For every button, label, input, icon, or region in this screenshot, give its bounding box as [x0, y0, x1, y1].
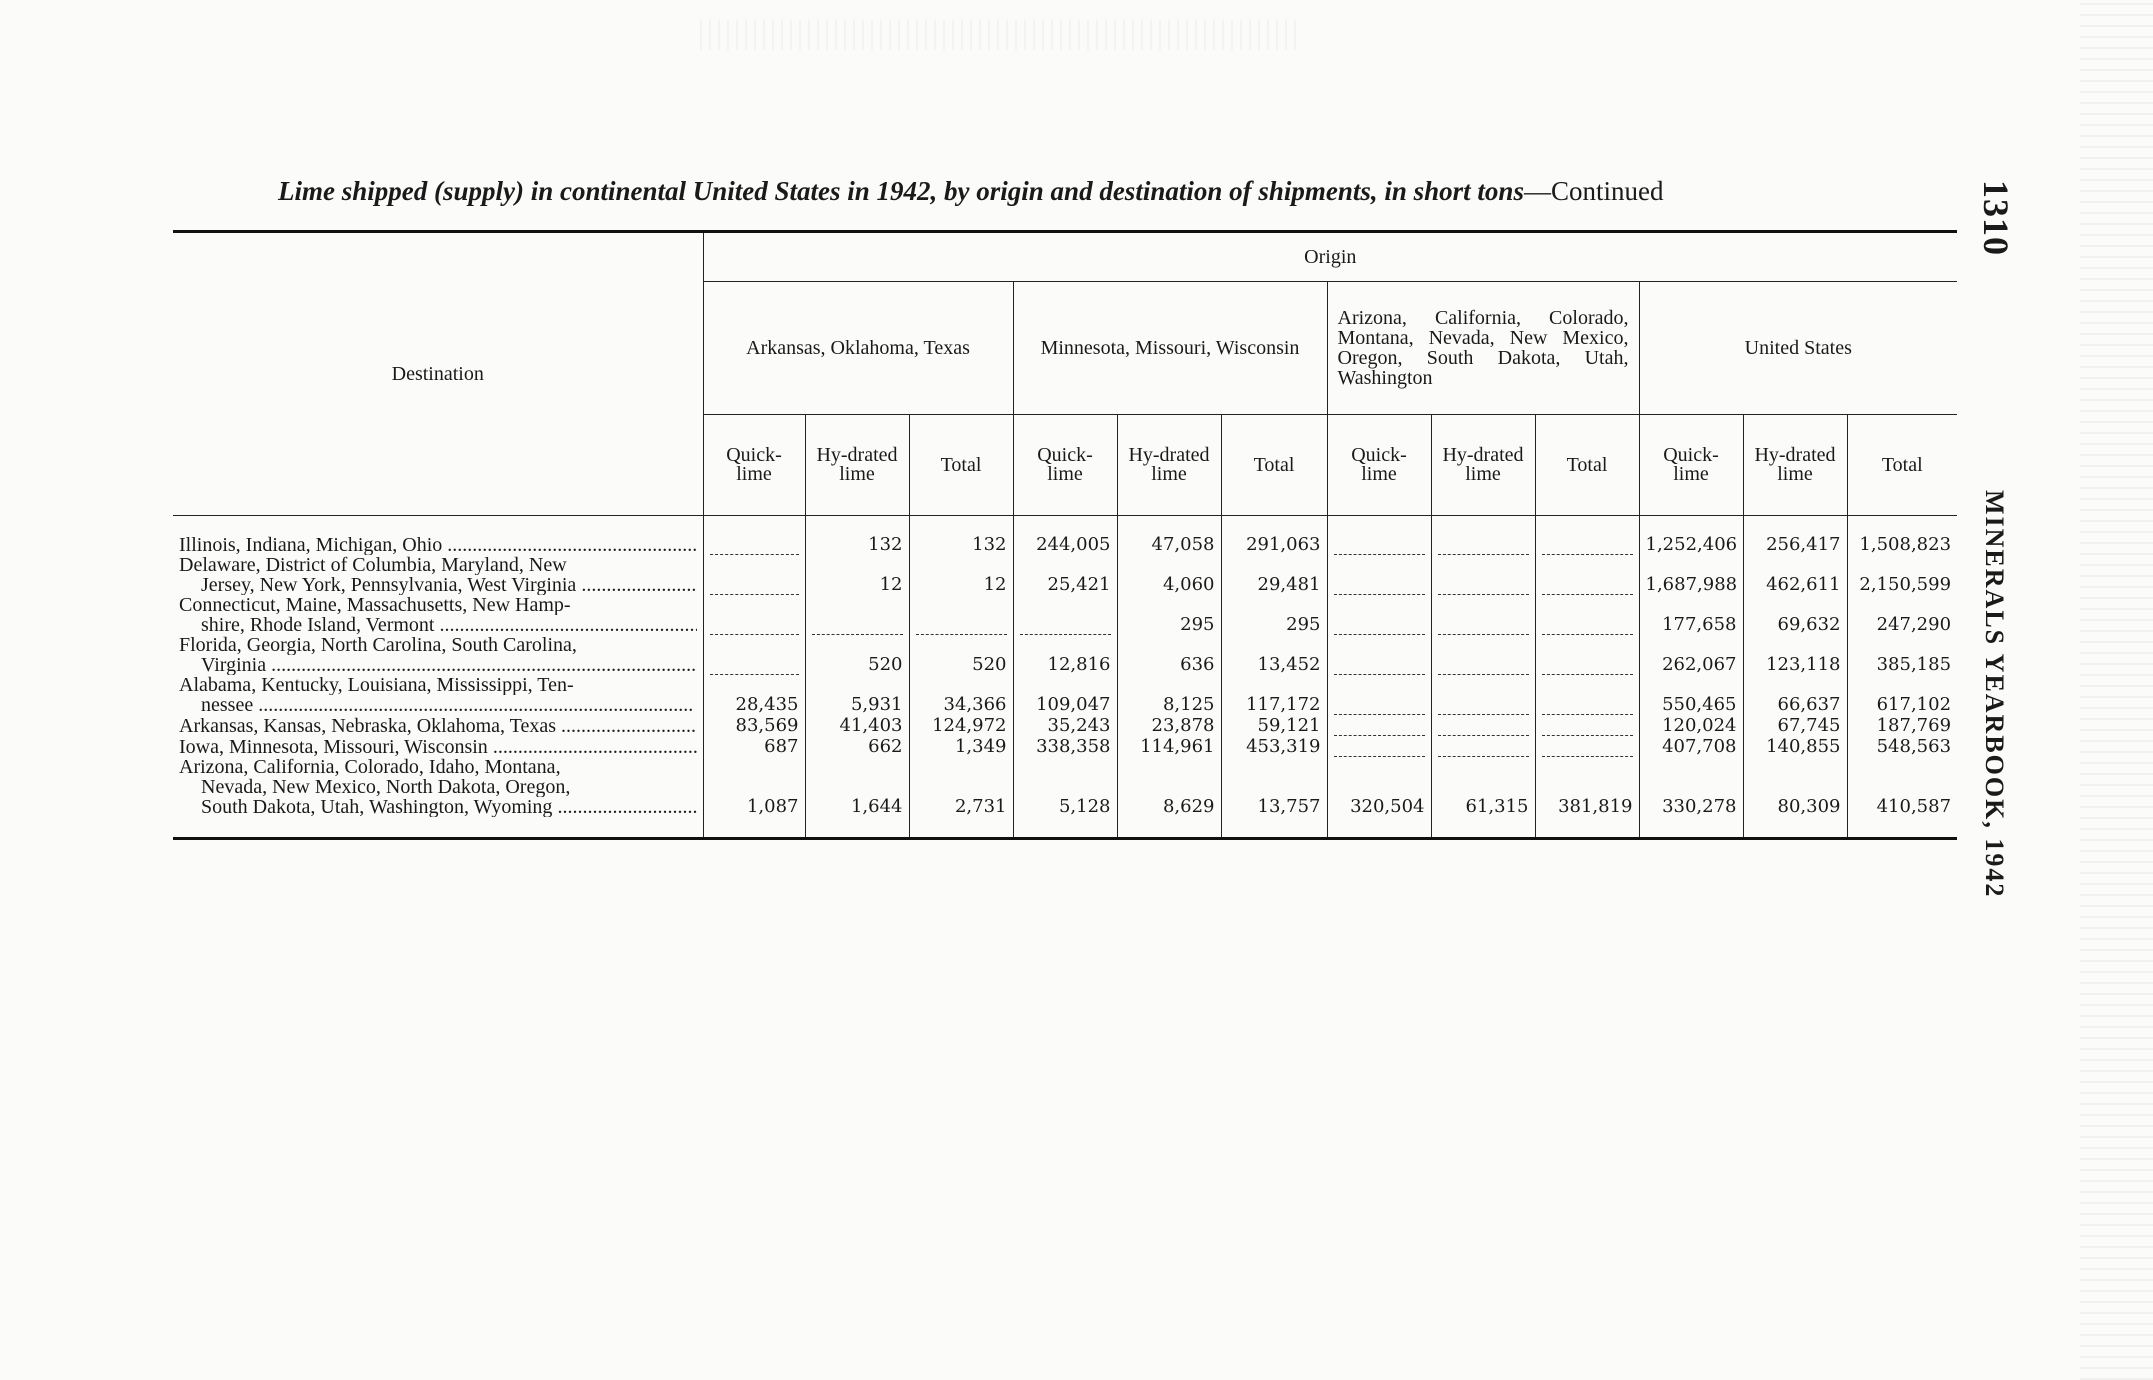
- value-cell: [805, 675, 909, 715]
- blank-leader: [1542, 715, 1633, 736]
- value-cell: [703, 736, 805, 757]
- value-cell: [1013, 715, 1117, 736]
- value-text: 12,816: [1047, 654, 1111, 675]
- blank-leader: [1438, 614, 1529, 635]
- table-row: [173, 715, 1957, 736]
- value-text: 520: [868, 654, 903, 675]
- value-cell: [1431, 757, 1535, 817]
- col-header-hydrated-lime: Hy-drated lime: [805, 415, 909, 516]
- col-header-quicklime: Quick-lime: [703, 415, 805, 516]
- origin-header: Origin: [703, 232, 1957, 282]
- value-text: 28,435: [735, 694, 799, 715]
- blank-leader: [1438, 534, 1529, 555]
- value-cell: [1117, 757, 1221, 817]
- value-cell: [1327, 675, 1431, 715]
- value-cell: [1431, 675, 1535, 715]
- destination-line: Jersey, New York, Pennsylvania, West Virginia .....: [179, 575, 697, 595]
- value-text: 1,087: [746, 796, 799, 817]
- value-text: 12: [879, 574, 903, 595]
- table-row: [173, 757, 1957, 817]
- value-cell: [805, 715, 909, 736]
- value-text: 256,417: [1766, 534, 1841, 555]
- destination-line: Arkansas, Kansas, Nebraska, Oklahoma, Texas .....: [179, 716, 697, 736]
- value-cell: [1221, 715, 1327, 736]
- value-cell: [1743, 595, 1847, 635]
- value-cell: [1743, 715, 1847, 736]
- running-head: MINERALS YEARBOOK, 1942: [1980, 490, 2009, 899]
- col-header-hydrated-lime: Hy-drated lime: [1431, 415, 1535, 516]
- value-text: 520: [972, 654, 1007, 675]
- bottom-rule-row: [173, 817, 1957, 839]
- value-text: 8,125: [1162, 694, 1215, 715]
- value-cell: [909, 736, 1013, 757]
- value-text: 83,569: [735, 715, 799, 736]
- group-header-united-states: United States: [1639, 282, 1957, 415]
- blank-leader: [1542, 736, 1633, 757]
- col-header-quicklime: Quick-lime: [1639, 415, 1743, 516]
- destination-line: nessee .....: [179, 695, 697, 715]
- table-row: [173, 635, 1957, 675]
- blank-leader: [1542, 654, 1633, 675]
- value-cell: [909, 635, 1013, 675]
- value-text: 12: [983, 574, 1007, 595]
- value-cell: [1221, 555, 1327, 595]
- value-cell: [703, 555, 805, 595]
- table-row: [173, 736, 1957, 757]
- blank-leader: [1334, 694, 1425, 715]
- value-text: 244,005: [1036, 534, 1111, 555]
- value-text: 453,319: [1246, 736, 1321, 757]
- value-cell: [1117, 635, 1221, 675]
- value-cell: [1743, 757, 1847, 817]
- col-header-total: Total: [1221, 415, 1327, 516]
- blank-leader: [1334, 654, 1425, 675]
- value-text: 80,309: [1777, 796, 1841, 817]
- value-text: 550,465: [1662, 694, 1737, 715]
- value-cell: [1847, 534, 1957, 555]
- value-cell: [1117, 534, 1221, 555]
- value-text: 25,421: [1047, 574, 1111, 595]
- value-cell: [909, 534, 1013, 555]
- value-text: 69,632: [1777, 614, 1841, 635]
- value-cell: [1743, 635, 1847, 675]
- value-text: 5,128: [1058, 796, 1111, 817]
- destination-line: Virginia .....: [179, 655, 697, 675]
- destination-cell: [173, 555, 703, 595]
- table-row: [173, 675, 1957, 715]
- value-cell: [1847, 736, 1957, 757]
- value-cell: [1535, 595, 1639, 635]
- value-text: 67,745: [1777, 715, 1841, 736]
- col-header-quicklime: Quick-lime: [1327, 415, 1431, 516]
- value-cell: [909, 555, 1013, 595]
- col-header-hydrated-lime: Hy-drated lime: [1743, 415, 1847, 516]
- value-text: 114,961: [1140, 736, 1215, 757]
- value-cell: [1013, 635, 1117, 675]
- value-cell: [1847, 757, 1957, 817]
- table-row: [173, 595, 1957, 635]
- value-text: 66,637: [1777, 694, 1841, 715]
- value-cell: [1535, 715, 1639, 736]
- blank-leader: [710, 574, 799, 595]
- value-cell: [1535, 675, 1639, 715]
- value-cell: [1535, 635, 1639, 675]
- value-cell: [1327, 555, 1431, 595]
- value-cell: [1535, 757, 1639, 817]
- value-text: 1,644: [850, 796, 903, 817]
- value-text: 34,366: [943, 694, 1007, 715]
- value-cell: [1431, 555, 1535, 595]
- blank-leader: [1542, 574, 1633, 595]
- value-text: 41,403: [839, 715, 903, 736]
- value-cell: [1221, 635, 1327, 675]
- value-cell: [1117, 715, 1221, 736]
- value-cell: [1221, 675, 1327, 715]
- blank-leader: [710, 534, 799, 555]
- blank-leader: [1542, 534, 1633, 555]
- value-text: 177,658: [1662, 614, 1737, 635]
- value-cell: [1639, 534, 1743, 555]
- value-text: 4,060: [1162, 574, 1215, 595]
- value-cell: [1221, 757, 1327, 817]
- value-cell: [1221, 595, 1327, 635]
- value-cell: [1431, 635, 1535, 675]
- value-cell: [1639, 595, 1743, 635]
- blank-leader: [1438, 694, 1529, 715]
- value-cell: [1013, 757, 1117, 817]
- value-cell: [703, 595, 805, 635]
- value-cell: [805, 534, 909, 555]
- value-cell: [1847, 595, 1957, 635]
- value-cell: [1117, 595, 1221, 635]
- value-cell: [1327, 534, 1431, 555]
- destination-line: South Dakota, Utah, Washington, Wyoming .....: [179, 797, 697, 817]
- value-text: 59,121: [1257, 715, 1321, 736]
- value-text: 23,878: [1151, 715, 1215, 736]
- value-cell: [805, 757, 909, 817]
- destination-line: Alabama, Kentucky, Louisiana, Mississippi, Ten-: [179, 675, 574, 695]
- value-text: 140,855: [1766, 736, 1841, 757]
- blank-leader: [812, 614, 903, 635]
- value-cell: [1327, 715, 1431, 736]
- blank-leader: [1542, 694, 1633, 715]
- value-cell: [1743, 534, 1847, 555]
- value-text: 381,819: [1558, 796, 1633, 817]
- blank-leader: [1334, 574, 1425, 595]
- value-text: 291,063: [1246, 534, 1321, 555]
- value-cell: [909, 595, 1013, 635]
- value-cell: [1327, 757, 1431, 817]
- value-cell: [909, 757, 1013, 817]
- value-text: 247,290: [1876, 614, 1952, 635]
- value-text: 548,563: [1876, 736, 1952, 757]
- title-text: Lime shipped (supply) in continental United States in 1942, by origin and destination of shipments, in short tons: [278, 176, 1524, 206]
- value-text: 1,349: [954, 736, 1007, 757]
- value-cell: [805, 635, 909, 675]
- table-row: [173, 555, 1957, 595]
- value-cell: [1431, 715, 1535, 736]
- value-cell: [1013, 534, 1117, 555]
- value-cell: [703, 757, 805, 817]
- value-cell: [1639, 736, 1743, 757]
- col-header-hydrated-lime: Hy-drated lime: [1117, 415, 1221, 516]
- destination-line: Arizona, California, Colorado, Idaho, Montana,: [179, 757, 561, 777]
- value-cell: [1431, 736, 1535, 757]
- page-margin: [1975, 180, 2035, 940]
- value-text: 410,587: [1876, 796, 1952, 817]
- scan-noise-top: [700, 20, 1300, 50]
- value-cell: [1639, 757, 1743, 817]
- group-header-western-states: Arizona, California, Colorado, Montana, Nevada, New Mexico, Oregon, South Dakota, Utah, Washington: [1327, 282, 1639, 415]
- value-cell: [1431, 595, 1535, 635]
- value-text: 5,931: [850, 694, 903, 715]
- blank-leader: [1438, 574, 1529, 595]
- value-cell: [1847, 555, 1957, 595]
- value-text: 1,508,823: [1859, 534, 1952, 555]
- table-body: [173, 516, 1957, 839]
- blank-leader: [1334, 736, 1425, 757]
- value-cell: [1117, 555, 1221, 595]
- value-cell: [805, 595, 909, 635]
- value-text: 320,504: [1350, 796, 1425, 817]
- value-cell: [1327, 595, 1431, 635]
- blank-leader: [1438, 715, 1529, 736]
- value-cell: [1221, 736, 1327, 757]
- blank-leader: [1542, 614, 1633, 635]
- value-text: 132: [972, 534, 1007, 555]
- value-cell: [1117, 675, 1221, 715]
- value-text: 462,611: [1766, 574, 1841, 595]
- blank-leader: [710, 654, 799, 675]
- value-text: 407,708: [1662, 736, 1737, 757]
- lime-shipments-table: [173, 230, 1957, 840]
- destination-line: shire, Rhode Island, Vermont .....: [179, 615, 697, 635]
- spacer-row: [173, 516, 1957, 535]
- table-row: [173, 534, 1957, 555]
- group-header-minn-mo-wis: Minnesota, Missouri, Wisconsin: [1013, 282, 1327, 415]
- value-cell: [1013, 736, 1117, 757]
- value-text: 120,024: [1662, 715, 1737, 736]
- value-cell: [1013, 555, 1117, 595]
- blank-leader: [1334, 614, 1425, 635]
- value-cell: [1743, 555, 1847, 595]
- value-cell: [909, 715, 1013, 736]
- destination-cell: [173, 595, 703, 635]
- value-cell: [1639, 675, 1743, 715]
- value-cell: [1013, 675, 1117, 715]
- value-text: 35,243: [1047, 715, 1111, 736]
- destination-cell: [173, 736, 703, 757]
- destination-header: Destination: [173, 232, 703, 516]
- value-text: 338,358: [1036, 736, 1111, 757]
- value-text: 295: [1286, 614, 1321, 635]
- value-cell: [1639, 555, 1743, 595]
- value-text: 109,047: [1036, 694, 1111, 715]
- group-header-ark-okla-tex: Arkansas, Oklahoma, Texas: [703, 282, 1013, 415]
- destination-line: Illinois, Indiana, Michigan, Ohio .....: [179, 535, 697, 555]
- value-text: 662: [868, 736, 903, 757]
- value-cell: [1535, 555, 1639, 595]
- value-cell: [1221, 534, 1327, 555]
- value-text: 47,058: [1151, 534, 1215, 555]
- value-text: 132: [868, 534, 903, 555]
- value-cell: [703, 635, 805, 675]
- value-text: 636: [1180, 654, 1215, 675]
- value-text: 29,481: [1257, 574, 1321, 595]
- value-text: 124,972: [932, 715, 1007, 736]
- value-cell: [1535, 534, 1639, 555]
- value-cell: [1327, 736, 1431, 757]
- value-text: 187,769: [1876, 715, 1952, 736]
- value-text: 13,452: [1257, 654, 1321, 675]
- value-cell: [805, 736, 909, 757]
- destination-line: Connecticut, Maine, Massachusetts, New Hamp-: [179, 595, 571, 615]
- value-cell: [1847, 675, 1957, 715]
- value-cell: [1013, 595, 1117, 635]
- table-title: [278, 176, 1858, 207]
- col-header-quicklime: Quick-lime: [1013, 415, 1117, 516]
- value-text: 8,629: [1162, 796, 1215, 817]
- value-cell: [1743, 675, 1847, 715]
- page-number: 1310: [1976, 180, 2016, 256]
- value-cell: [1431, 534, 1535, 555]
- value-text: 117,172: [1246, 694, 1321, 715]
- destination-line: Iowa, Minnesota, Missouri, Wisconsin .....: [179, 737, 697, 757]
- destination-line: Nevada, New Mexico, North Dakota, Oregon,: [201, 777, 571, 797]
- blank-leader: [1438, 654, 1529, 675]
- value-cell: [703, 534, 805, 555]
- value-cell: [1847, 635, 1957, 675]
- scan-noise-edge: [2080, 0, 2153, 1380]
- blank-leader: [916, 614, 1007, 635]
- destination-line: Delaware, District of Columbia, Maryland, New: [179, 555, 567, 575]
- value-cell: [909, 675, 1013, 715]
- col-header-total: Total: [1847, 415, 1957, 516]
- title-continued: —Continued: [1523, 176, 1664, 206]
- value-cell: [1847, 715, 1957, 736]
- blank-leader: [1438, 736, 1529, 757]
- value-text: 385,185: [1876, 654, 1952, 675]
- destination-cell: [173, 757, 703, 817]
- value-text: 13,757: [1257, 796, 1321, 817]
- value-cell: [703, 675, 805, 715]
- destination-cell: [173, 675, 703, 715]
- value-cell: [1327, 635, 1431, 675]
- value-text: 330,278: [1662, 796, 1737, 817]
- value-text: 262,067: [1662, 654, 1737, 675]
- blank-leader: [1020, 614, 1111, 635]
- destination-cell: [173, 534, 703, 555]
- value-text: 295: [1180, 614, 1215, 635]
- value-text: 617,102: [1876, 694, 1952, 715]
- value-text: 123,118: [1766, 654, 1841, 675]
- destination-line: Florida, Georgia, North Carolina, South Carolina,: [179, 635, 577, 655]
- destination-cell: [173, 715, 703, 736]
- value-text: 61,315: [1465, 796, 1529, 817]
- blank-leader: [710, 614, 799, 635]
- value-text: 1,252,406: [1645, 534, 1738, 555]
- blank-leader: [1334, 715, 1425, 736]
- value-text: 687: [764, 736, 799, 757]
- value-cell: [1743, 736, 1847, 757]
- value-cell: [703, 715, 805, 736]
- value-text: 1,687,988: [1645, 574, 1738, 595]
- value-text: 2,150,599: [1859, 574, 1952, 595]
- value-cell: [1535, 736, 1639, 757]
- col-header-total: Total: [909, 415, 1013, 516]
- blank-leader: [1334, 534, 1425, 555]
- value-cell: [1639, 715, 1743, 736]
- value-cell: [805, 555, 909, 595]
- value-text: 2,731: [954, 796, 1007, 817]
- value-cell: [1639, 635, 1743, 675]
- col-header-total: Total: [1535, 415, 1639, 516]
- destination-cell: [173, 635, 703, 675]
- value-cell: [1117, 736, 1221, 757]
